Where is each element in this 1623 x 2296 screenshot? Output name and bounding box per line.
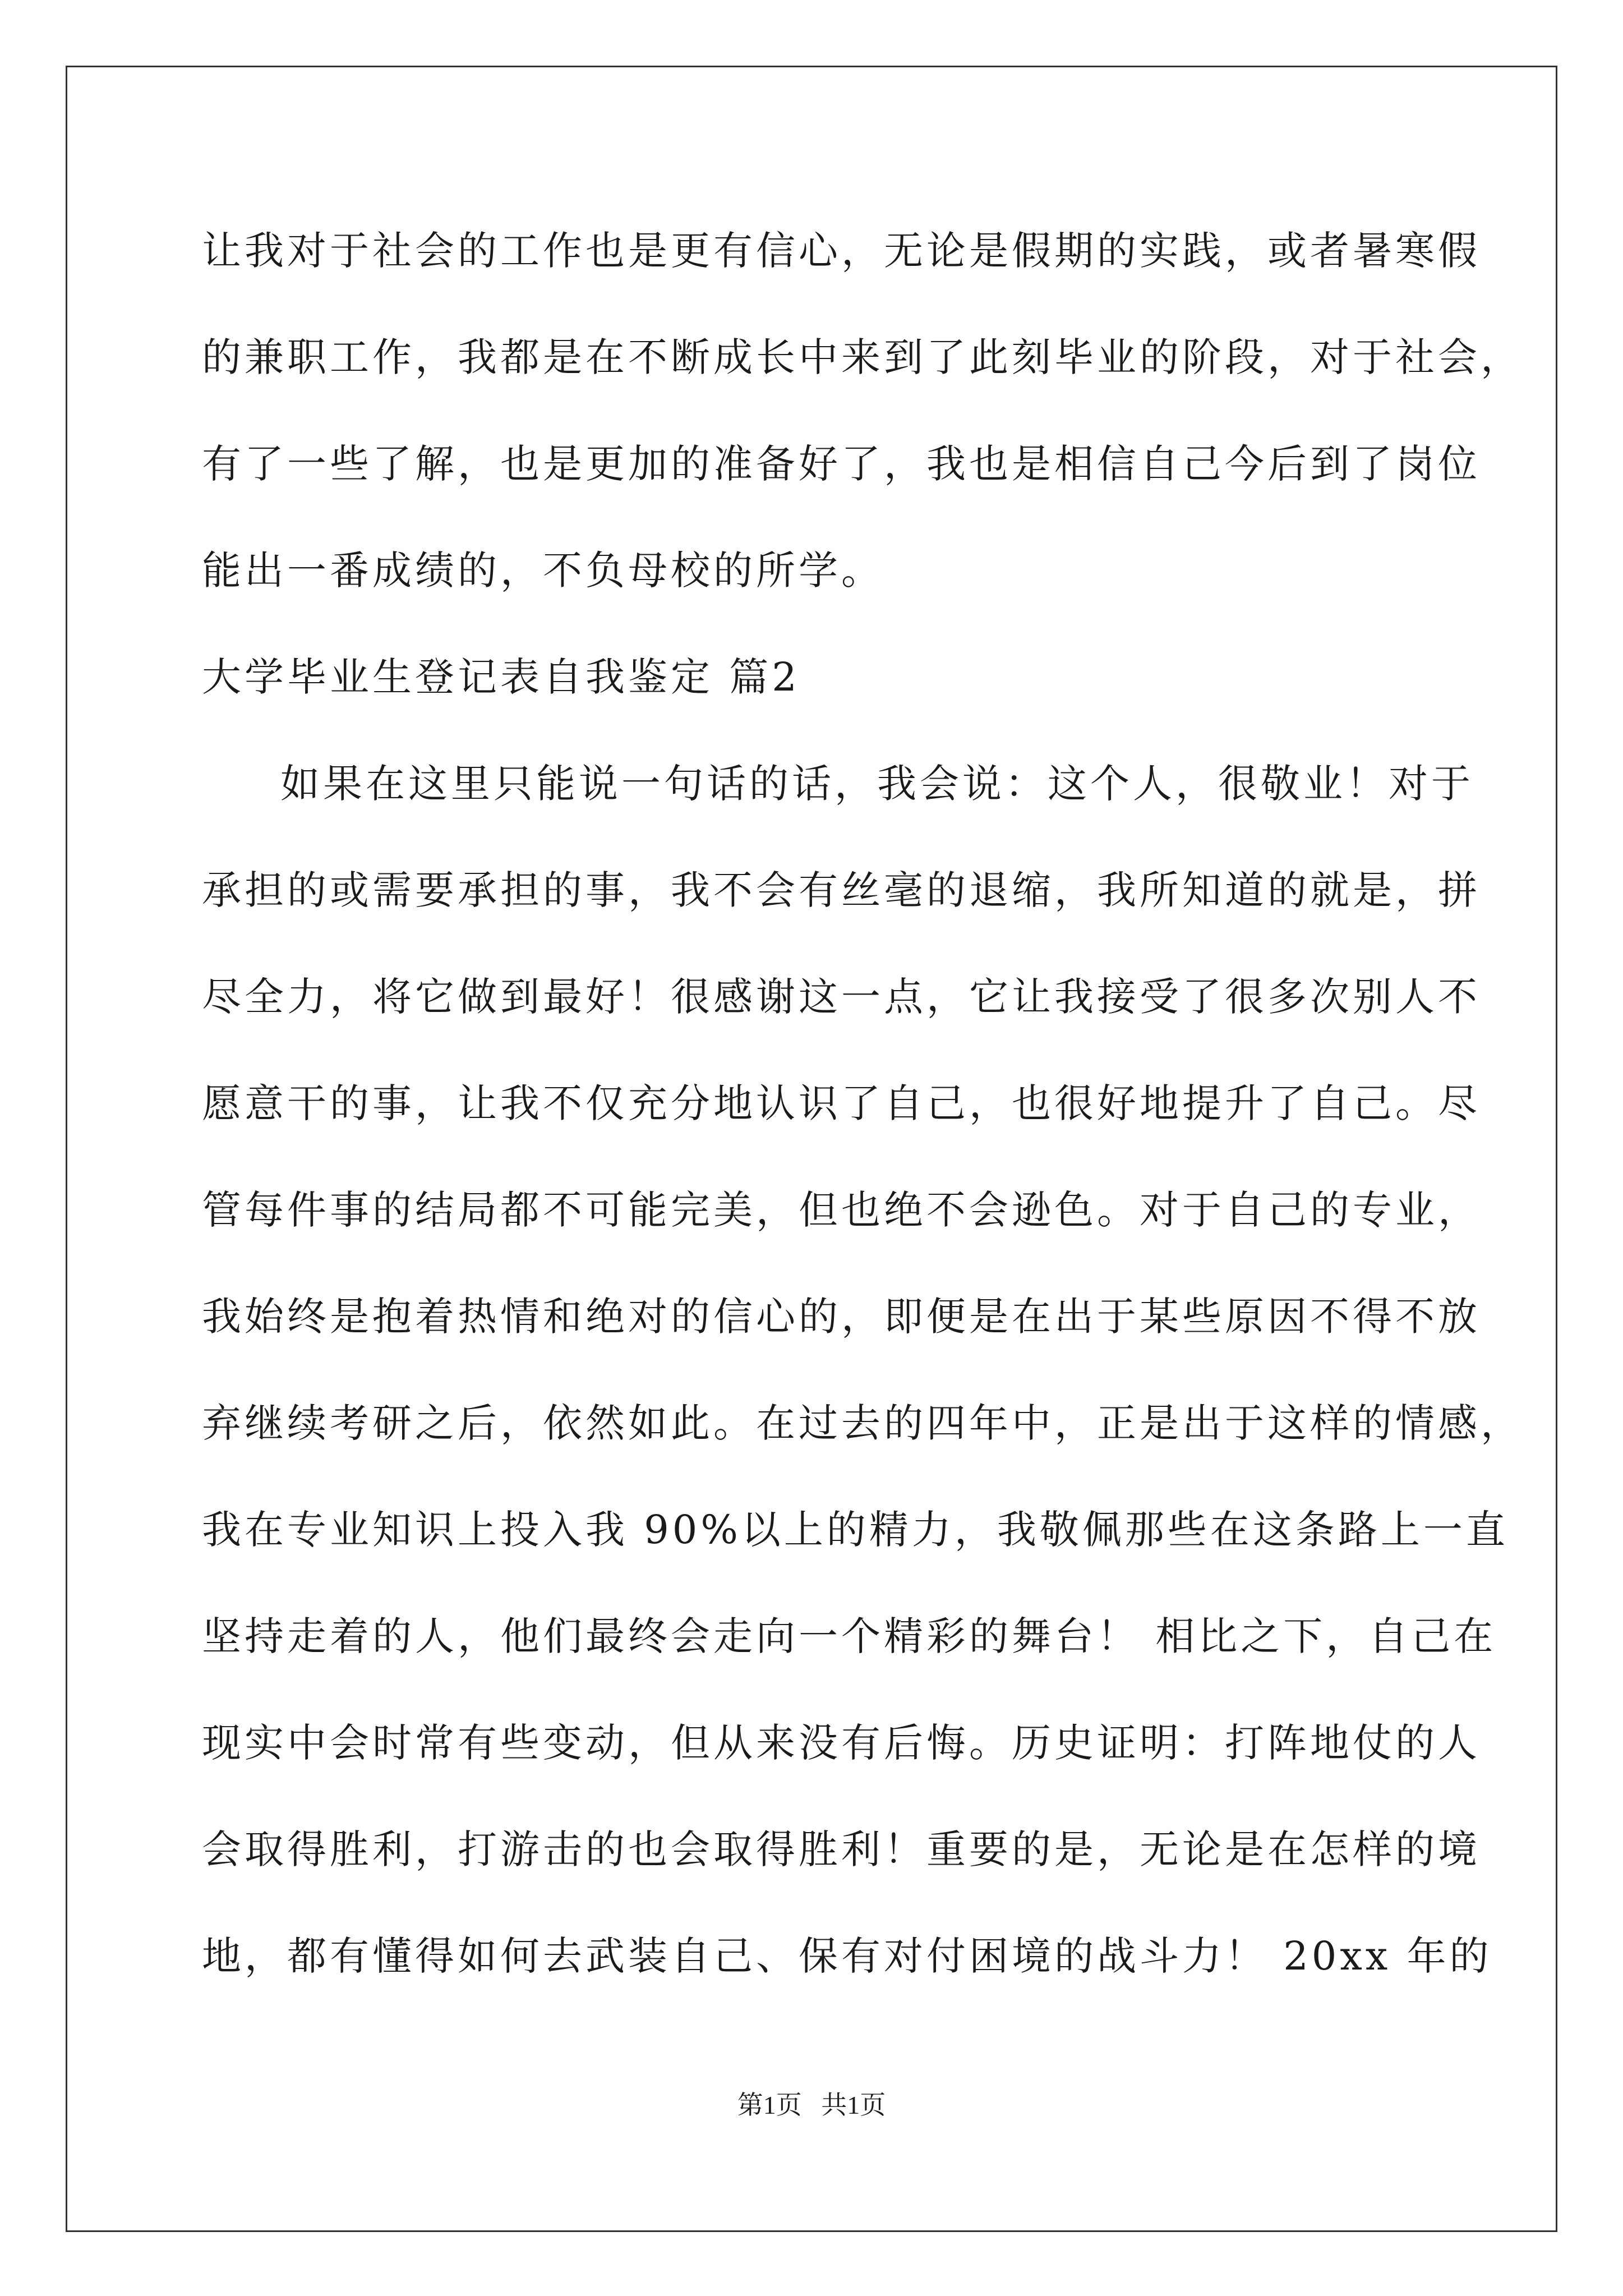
paragraph-line: 弃继续考研之后，依然如此。在过去的四年中，正是出于这样的情感， — [202, 1400, 1523, 1446]
paragraph-line: 管每件事的结局都不可能完美，但也绝不会逊色。对于自己的专业， — [202, 1187, 1481, 1233]
paragraph-line: 尽全力，将它做到最好！很感谢这一点，它让我接受了很多次别人不 — [202, 974, 1481, 1020]
paragraph-line: 承担的或需要承担的事，我不会有丝毫的退缩，我所知道的就是，拼 — [202, 867, 1481, 913]
section-heading: 大学毕业生登记表自我鉴定 篇2 — [202, 654, 800, 700]
paragraph-line: 能出一番成绩的，不负母校的所学。 — [202, 547, 884, 593]
paragraph-line: 让我对于社会的工作也是更有信心，无论是假期的实践，或者暑寒假 — [202, 228, 1481, 274]
paragraph-line: 愿意干的事，让我不仅充分地认识了自己，也很好地提升了自己。尽 — [202, 1080, 1481, 1126]
paragraph-line: 如果在这里只能说一句话的话，我会说：这个人，很敬业！对于 — [280, 761, 1474, 807]
paragraph-line: 现实中会时常有些变动，但从来没有后悔。历史证明：打阵地仗的人 — [202, 1720, 1481, 1766]
document-body — [202, 209, 1523, 2021]
paragraph-line: 我始终是抱着热情和绝对的信心的，即便是在出于某些原因不得不放 — [202, 1294, 1481, 1340]
paragraph-line: 坚持走着的人，他们最终会走向一个精彩的舞台！ 相比之下，自己在 — [202, 1613, 1497, 1659]
paragraph-line: 的兼职工作，我都是在不断成长中来到了此刻毕业的阶段，对于社会， — [202, 334, 1523, 380]
paragraph-line: 有了一些了解，也是更加的准备好了，我也是相信自己今后到了岗位 — [202, 441, 1481, 487]
paragraph-line: 我在专业知识上投入我 90%以上的精力，我敬佩那些在这条路上一直 — [202, 1507, 1509, 1553]
paragraph-line: 地，都有懂得如何去武装自己、保有对付困境的战斗力！ 20xx 年的 — [202, 1933, 1492, 1979]
page-number-footer: 第1页 共1页 — [737, 2091, 886, 2119]
paragraph-line: 会取得胜利，打游击的也会取得胜利！重要的是，无论是在怎样的境 — [202, 1826, 1481, 1872]
